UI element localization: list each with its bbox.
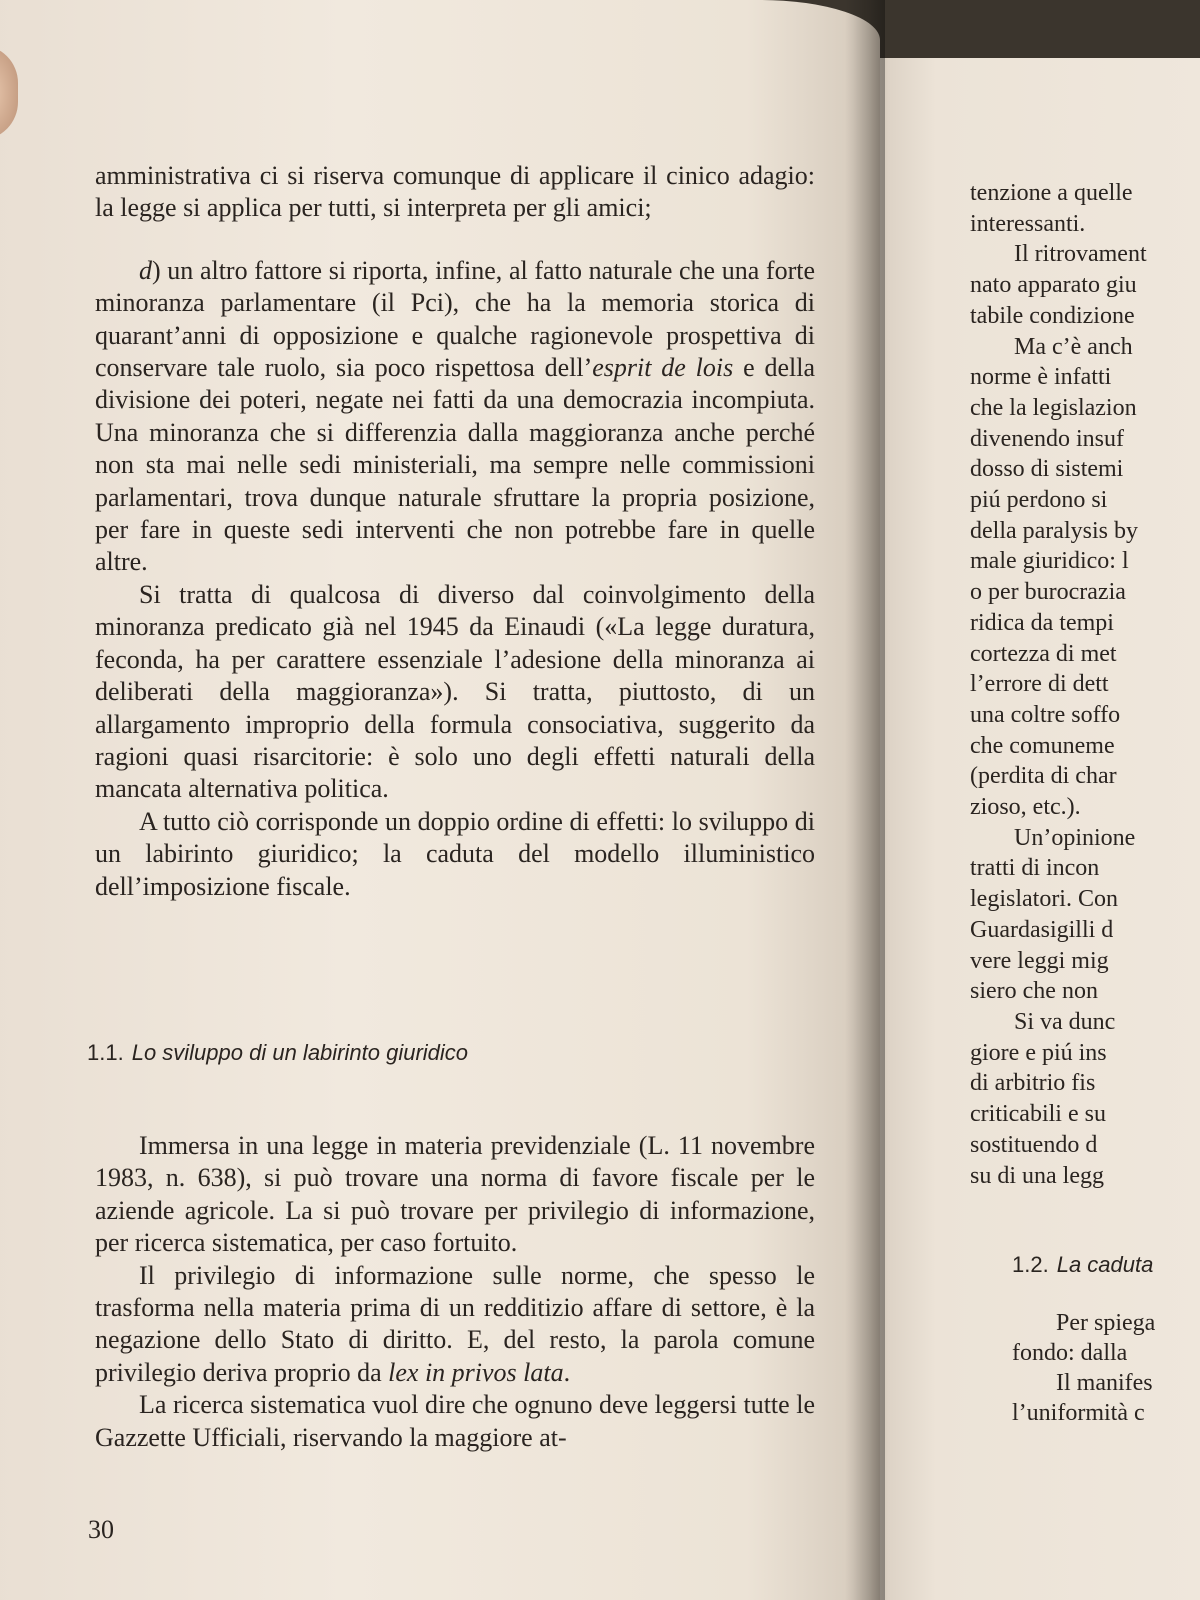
right-page-text-line: cortezza di met: [970, 640, 1117, 667]
left-page-text-block-2: [95, 1130, 815, 1454]
right-page-text-line: (perdita di char: [970, 763, 1117, 790]
right-page-text-line: una coltre soffo: [970, 701, 1121, 728]
right-page-text-line: zioso, etc.).: [970, 794, 1081, 821]
right-page-text-line: che comuneme: [970, 732, 1115, 759]
right-page-text-line: ridica da tempi: [970, 609, 1114, 636]
right-page-text-line: l’uniformità c: [1012, 1400, 1145, 1426]
right-page-text-line: norme è infatti: [970, 364, 1112, 391]
right-page-text-line: tabile condizione: [970, 302, 1135, 329]
right-page-text-line: tenzione a quelle: [970, 180, 1133, 206]
right-page-text-block-2: [1012, 1308, 1200, 1428]
right-page-text-line: vere leggi mig: [970, 947, 1109, 974]
right-page-text-line: Ma c’è anch: [1014, 333, 1133, 360]
paragraph-einaudi: Si tratta di qualcosa di diverso dal coinvolgimento della minoranza predicato già nel 1945 da Einaudi («La legge duratura, feconda, ha per carattere essenziale l’adesione della minoranza ai deliberati della maggioranza»). Si tratta, piuttosto, di un allargamento improprio della formula consociativa, suggerito da ragioni quasi risarcitorie: è solo uno degli effetti naturali della mancata alternativa politica.: [95, 579, 815, 804]
right-page-text-line: dosso di sistemi: [970, 456, 1124, 483]
right-page-text-line: siero che non: [970, 978, 1098, 1005]
book-gutter-shadow: [845, 0, 885, 1600]
right-page-text-line: male giuridico: l: [970, 548, 1129, 575]
right-page-text-line: o per burocrazia: [970, 579, 1126, 606]
left-page-text-block: [95, 160, 815, 903]
right-page-text-line: nato apparato giu: [970, 272, 1137, 299]
italic-lex-in-privos-lata: lex in privos lata: [388, 1357, 564, 1387]
right-page-text-line: Si va dunc: [1014, 1008, 1116, 1035]
right-page-text-line: l’errore di dett: [970, 671, 1109, 698]
right-page-text-line: interessanti.: [970, 210, 1086, 237]
right-page-text-line: sostituendo d: [970, 1131, 1098, 1158]
paragraph-effetti: A tutto ciò corrisponde un doppio ordine di effetti: lo sviluppo di un labirinto giuridico; la caduta del modello illuministico dell’imposizione fiscale.: [95, 806, 815, 901]
paragraph-privilegio: Il privilegio di informazione sulle norme, che spesso le trasforma nella materia prima di un redditizio affare di settore, è la negazione dello Stato di diritto. E, del resto, la parola comune privilegio deriva proprio da lex in privos lata.: [95, 1260, 815, 1387]
right-page-text-line: su di una legg: [970, 1162, 1104, 1189]
section-number: 1.1.: [87, 1040, 124, 1065]
right-page-text-line: divenendo insuf: [970, 425, 1124, 452]
list-label-d: d: [139, 255, 152, 285]
paragraph-amministrativa: amministrativa ci si riserva comunque di applicare il cinico adagio: la legge si applica per tutti, si interpreta per gli amici;: [95, 161, 815, 223]
right-page-text-line: Guardasigilli d: [970, 916, 1114, 943]
section-title: La caduta: [1056, 1252, 1154, 1277]
right-page-text-line: di arbitrio fis: [970, 1070, 1096, 1097]
right-page-text-line: criticabili e su: [970, 1101, 1106, 1128]
right-page-text-line: Un’opinione: [1014, 824, 1136, 851]
right-page-text-line: della paralysis by: [970, 517, 1138, 544]
paragraph-d: d) un altro fattore si riporta, infine, al fatto naturale che una forte minoranza parlamentare (il Pci), che ha la memoria storica di quarant’anni di opposizione e qualche ragionevole prospettiva di conservare tale ruolo, sia poco rispettosa dell’esprit de lois e della divisione dei poteri, negate nei fatti da una democrazia incompiuta. Una minoranza che si differenzia dalla maggioranza anche perché non sta mai nelle sedi ministeriali, ma sempre nelle commissioni parlamentari, trova dunque naturale sfruttare la propria posizione, per fare in queste sedi interventi che non potrebbe fare in quelle altre.: [95, 255, 815, 577]
section-title: Lo sviluppo di un labirinto giuridico: [131, 1040, 469, 1065]
section-heading-1-1: [87, 1040, 468, 1066]
section-number: 1.2.: [1012, 1252, 1049, 1277]
italic-esprit-de-lois: esprit de lois: [592, 353, 734, 383]
right-page-text-line: che la legislazion: [970, 394, 1137, 421]
right-page-text-line: Per spiega: [1056, 1310, 1156, 1336]
paragraph-immersa: Immersa in una legge in materia previdenziale (L. 11 novembre 1983, n. 638), si può trovare una norma di favore fiscale per le aziende agricole. La si può trovare per privilegio di informazione, per ricerca sistematica, per caso fortuito.: [95, 1131, 815, 1258]
section-heading-1-2: [1012, 1252, 1153, 1278]
paragraph-ricerca: La ricerca sistematica vuol dire che ognuno deve leggersi tutte le Gazzette Ufficiali, riservando la maggiore at-: [95, 1390, 815, 1452]
page-number: 30: [88, 1515, 114, 1544]
right-page-text-line: Il ritrovament: [1014, 241, 1147, 268]
right-page-text-line: Il manifes: [1056, 1370, 1153, 1396]
right-page-text-line: fondo: dalla: [1012, 1340, 1128, 1366]
right-page-text-line: tratti di incon: [970, 855, 1100, 882]
right-page-text-line: piú perdono si: [970, 487, 1108, 514]
right-page-text-line: giore e piú ins: [970, 1039, 1107, 1066]
right-page-text-line: legislatori. Con: [970, 886, 1118, 913]
right-page-text-block: [970, 178, 1200, 1191]
